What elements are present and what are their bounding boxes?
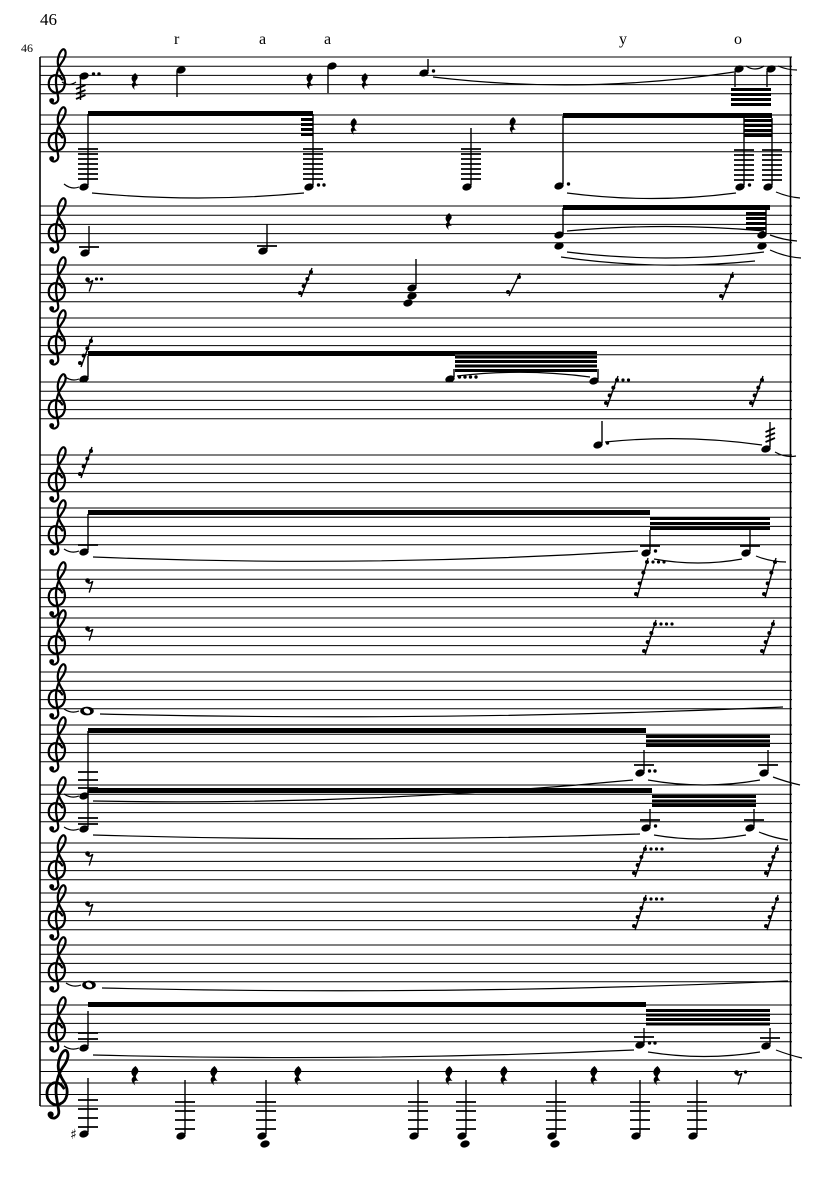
slur — [648, 1052, 760, 1057]
slur — [433, 72, 734, 85]
grace-bead — [604, 401, 608, 405]
augmentation-dot — [748, 183, 751, 186]
grace-bead — [649, 631, 653, 635]
tremolo-beam — [746, 227, 766, 230]
beam — [88, 728, 646, 733]
tremolo-beam — [746, 222, 766, 225]
augmentation-dot — [654, 549, 657, 552]
sharp-icon: ♯ — [70, 1127, 77, 1143]
grace-bead — [611, 386, 615, 390]
slur — [93, 834, 640, 839]
tremolo-beam — [652, 795, 756, 798]
tremolo-beam — [646, 735, 770, 738]
staff-14 — [40, 835, 792, 889]
grace-bead — [639, 906, 643, 910]
tremolo-beam — [455, 356, 597, 359]
tremolo-beam — [301, 133, 313, 136]
beam — [88, 1002, 646, 1007]
grace-bead — [615, 378, 619, 382]
grace-bead — [89, 339, 93, 343]
tremolo-beam — [744, 124, 772, 127]
slur — [567, 252, 764, 258]
slur — [93, 551, 638, 561]
eighth-rest-icon — [85, 901, 93, 915]
staff-3 — [40, 198, 801, 265]
slur — [605, 439, 762, 445]
grace-bead — [768, 863, 772, 867]
grace-bead — [636, 863, 640, 867]
tremolo-beam — [646, 1009, 770, 1012]
tremolo-beam — [652, 800, 756, 803]
slur — [567, 193, 736, 199]
slur — [759, 832, 788, 840]
grace-bead — [643, 847, 647, 851]
augmentation-dot — [621, 378, 624, 381]
slur — [567, 227, 764, 232]
augmentation-dot — [649, 897, 652, 900]
grace-bead — [89, 449, 93, 453]
slur — [102, 981, 788, 991]
augmentation-dot — [627, 378, 630, 381]
grace-cluster — [760, 620, 775, 655]
tremolo-beam — [731, 88, 771, 91]
tremolo-beam — [646, 1023, 770, 1026]
augmentation-dot — [648, 769, 651, 772]
grace-bead — [638, 581, 642, 585]
augmentation-dot — [100, 277, 103, 280]
grace-bead — [771, 855, 775, 859]
beam — [88, 111, 313, 116]
slur — [776, 192, 800, 198]
grace-bead — [85, 457, 89, 461]
grace-bead — [632, 871, 636, 875]
note-head — [259, 1139, 270, 1148]
grace-bead — [309, 270, 313, 274]
eighth-rest-icon — [85, 578, 93, 592]
tremolo-beam — [650, 522, 770, 525]
augmentation-dot — [655, 897, 658, 900]
lyric-syllable: o — [734, 31, 742, 48]
note-head — [459, 1139, 470, 1148]
grace-bead — [608, 393, 612, 397]
tremolo-beam — [455, 360, 597, 363]
staff-5 — [40, 310, 792, 385]
grace-bead — [82, 464, 86, 468]
staff-1 — [40, 49, 797, 106]
grace-bead — [775, 847, 779, 851]
grace-bead — [766, 581, 770, 585]
staff-9 — [40, 558, 792, 616]
grace-bead — [78, 472, 82, 476]
augmentation-dot — [322, 183, 325, 186]
grace-bead — [771, 906, 775, 910]
lyric-syllable: r — [174, 31, 180, 48]
augmentation-dot — [655, 847, 658, 850]
grace-cluster — [634, 558, 666, 598]
grace-bead — [645, 560, 649, 564]
slur — [93, 1050, 634, 1058]
quarter-rest-icon — [351, 118, 357, 135]
grace-bead — [764, 871, 768, 875]
treble-clef-icon — [47, 1050, 68, 1118]
grace-bead — [634, 592, 638, 596]
grace-bead — [730, 274, 734, 278]
grace-bead — [764, 924, 768, 928]
grace-bead — [298, 291, 302, 295]
grace-bead — [517, 275, 521, 279]
slur — [654, 559, 742, 563]
tremolo-beam — [301, 123, 313, 126]
augmentation-dot — [92, 72, 95, 75]
slur — [654, 835, 746, 839]
augmentation-dot — [744, 1070, 747, 1073]
augmentation-dot — [653, 1041, 656, 1044]
note-head — [549, 1139, 560, 1148]
grace-bead — [768, 915, 772, 919]
beam — [88, 788, 652, 793]
staff-2 — [40, 107, 800, 198]
grace-bead — [767, 631, 771, 635]
staff-17 — [40, 997, 802, 1058]
grace-bead — [771, 622, 775, 626]
measure-number-small: 46 — [21, 41, 33, 55]
grace-bead — [632, 924, 636, 928]
grace-bead — [764, 640, 768, 644]
grace-bead — [762, 592, 766, 596]
slur — [64, 709, 79, 712]
augmentation-dot — [97, 72, 100, 75]
grace-bead — [506, 290, 510, 294]
eighth-rest-icon — [85, 626, 93, 640]
lyric-syllable: a — [259, 31, 267, 48]
tremolo-beam — [455, 351, 597, 354]
quarter-rest-icon — [510, 117, 516, 134]
measure-number-large: 46 — [40, 10, 57, 29]
tremolo-beam — [652, 804, 756, 807]
slur — [775, 452, 796, 457]
augmentation-dot — [317, 183, 320, 186]
augmentation-dot — [469, 375, 472, 378]
eighth-rest-icon — [734, 1070, 747, 1084]
augmentation-dot — [653, 769, 656, 772]
slur — [776, 1050, 802, 1058]
beam — [563, 113, 772, 118]
lyric-syllable: a — [324, 31, 332, 48]
grace-bead — [646, 640, 650, 644]
tremolo-beam — [746, 217, 766, 220]
slur — [64, 549, 79, 552]
augmentation-dot — [660, 847, 663, 850]
lyric-syllable: y — [619, 31, 627, 48]
eighth-rest-icon — [85, 851, 93, 865]
tremolo-beam — [744, 134, 772, 137]
augmentation-dot — [648, 1041, 651, 1044]
grace-bead — [769, 571, 773, 575]
staff-13 — [40, 777, 792, 840]
grace-cluster — [764, 895, 779, 930]
slur — [770, 235, 797, 241]
slur — [756, 556, 786, 562]
tremolo-beam — [646, 744, 770, 747]
tremolo-beam — [301, 118, 313, 121]
grace-bead — [642, 649, 646, 653]
grace-cluster — [719, 272, 734, 300]
grace-bead — [639, 855, 643, 859]
grace-bead — [82, 354, 86, 358]
augmentation-dot — [649, 847, 652, 850]
grace-bead — [641, 571, 645, 575]
grace-bead — [653, 622, 657, 626]
tremolo-beam — [731, 93, 771, 96]
beam — [88, 351, 455, 356]
staff-6 — [40, 374, 792, 428]
grace-bead — [725, 284, 729, 288]
note-head — [402, 298, 413, 307]
augmentation-dot — [662, 560, 665, 563]
staff-18 — [40, 1050, 792, 1148]
staff-4 — [40, 257, 792, 311]
augmentation-dot — [659, 622, 662, 625]
augmentation-dot — [651, 560, 654, 563]
staff-15 — [40, 885, 792, 939]
tremolo-beam — [301, 128, 313, 131]
grace-bead — [643, 897, 647, 901]
grace-cluster — [762, 558, 777, 598]
grace-cluster — [632, 895, 664, 930]
tremolo-beam — [650, 517, 770, 520]
slur — [66, 983, 81, 986]
tremolo-beam — [746, 212, 766, 215]
slur — [92, 193, 304, 198]
whole-note — [82, 981, 96, 990]
augmentation-dot — [432, 69, 435, 72]
augmentation-dot — [670, 622, 673, 625]
eighth-rest-icon — [85, 277, 103, 291]
slur — [64, 1046, 79, 1049]
grace-bead — [78, 361, 82, 365]
tremolo-beam — [455, 369, 597, 372]
tremolo-beam — [646, 740, 770, 743]
grace-bead — [756, 386, 760, 390]
grace-bead — [753, 393, 757, 397]
augmentation-dot — [474, 375, 477, 378]
grace-bead — [760, 378, 764, 382]
grace-bead — [773, 560, 777, 564]
grace-bead — [719, 294, 723, 298]
slur — [64, 827, 79, 830]
tremolo-beam — [650, 527, 770, 530]
slur — [773, 777, 800, 785]
beam — [88, 510, 650, 515]
tremolo-beam — [646, 1014, 770, 1017]
grace-bead — [749, 401, 753, 405]
staff-7 — [40, 421, 796, 501]
tremolo-beam — [646, 1018, 770, 1021]
staff-8 — [40, 500, 792, 563]
slur — [770, 250, 801, 258]
grace-cluster — [642, 620, 674, 655]
augmentation-dot — [657, 560, 660, 563]
slur — [648, 780, 760, 785]
tremolo-beam — [455, 365, 597, 368]
augmentation-dot — [567, 182, 570, 185]
tremolo-beam — [731, 98, 771, 101]
grace-bead — [85, 346, 89, 350]
staff-16 — [40, 937, 792, 991]
tremolo-beam — [731, 103, 771, 106]
augmentation-dot — [660, 897, 663, 900]
tremolo-beam — [744, 129, 772, 132]
augmentation-dot — [95, 277, 98, 280]
augmentation-dot — [665, 622, 668, 625]
grace-bead — [775, 897, 779, 901]
grace-bead — [305, 277, 309, 281]
tremolo-beam — [744, 119, 772, 122]
grace-bead — [760, 649, 764, 653]
whole-note — [80, 707, 94, 716]
slur — [64, 184, 79, 188]
grace-bead — [636, 915, 640, 919]
staff-10 — [40, 610, 792, 664]
grace-bead — [302, 284, 306, 288]
staff-11 — [40, 664, 792, 718]
augmentation-dot — [654, 824, 657, 827]
beam — [563, 205, 770, 210]
